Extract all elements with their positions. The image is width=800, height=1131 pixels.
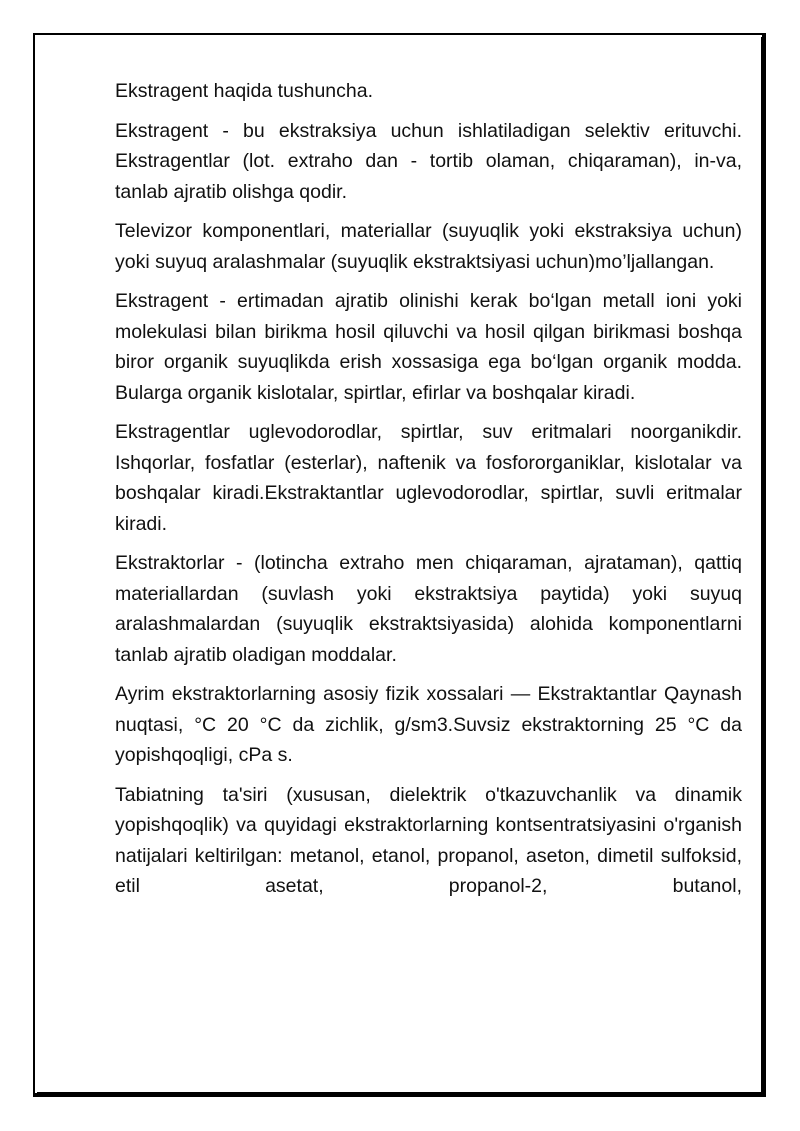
paragraph-physical-properties: Ayrim ekstraktorlarning asosiy fizik xossalari — Ekstraktantlar Qaynash nuqtasi, °C 20 °C da zichlik, g/sm3.Suvsiz ekstraktorning 25 °C da yopishqoqligi, cPa s. bbox=[115, 683, 742, 766]
paragraph-components: Televizor komponentlari, materiallar (suyuqlik yoki ekstraksiya uchun) yoki suyuq aralashmalar (suyuqlik ekstraktsiyasi uchun)mo’ljallangan. bbox=[115, 220, 742, 273]
document-body bbox=[115, 76, 742, 911]
paragraph-nature-effect: Tabiatning ta'siri (xususan, dielektrik o'tkazuvchanlik va dinamik yopishqoqlik) va quyidagi ekstraktorlarning kontsentratsiyasini o'rganish natijalari keltirilgan: metanol, etanol, propanol, aseton, dimetil sulfoksid, etil asetat, propanol-2, butanol, bbox=[115, 783, 742, 897]
document-title: Ekstragent haqida tushuncha. bbox=[115, 80, 374, 102]
paragraph-extractors: Ekstraktorlar - (lotincha extraho men chiqaraman, ajrataman), qattiq materiallardan (suvlash yoki ekstraktsiya paytida) yoki suyuq aralashmalardan (suyuqlik ekstraktsiyasida) alohida komponentlarni tanlab ajratib oladigan moddalar. bbox=[115, 552, 742, 666]
paragraph-definition: Ekstragent - bu ekstraksiya uchun ishlatiladigan selektiv erituvchi. Ekstragentlar (lot. extraho dan - tortib olaman, chiqaraman), in-va, tanlab ajratib olishga qodir. bbox=[115, 119, 742, 203]
paragraph-metal-ion: Ekstragent - ertimadan ajratib olinishi kerak bo‘lgan metall ioni yoki molekulasi bilan birikma hosil qiluvchi va hosil qilgan birikmasi boshqa biror organik suyuqlikda erish xossasiga ega bo‘lgan organik modda. Bularga organik kislotalar, spirtlar, efirlar va boshqalar kiradi. bbox=[115, 290, 742, 404]
paragraph-types: Ekstragentlar uglevodorodlar, spirtlar, suv eritmalari noorganikdir. Ishqorlar, fosfatlar (esterlar), naftenik va fosfororganiklar, kislotalar va boshqalar kiradi.Ekstraktantlar uglevodorodlar, spirtlar, suvli eritmalar kiradi. bbox=[115, 421, 742, 535]
